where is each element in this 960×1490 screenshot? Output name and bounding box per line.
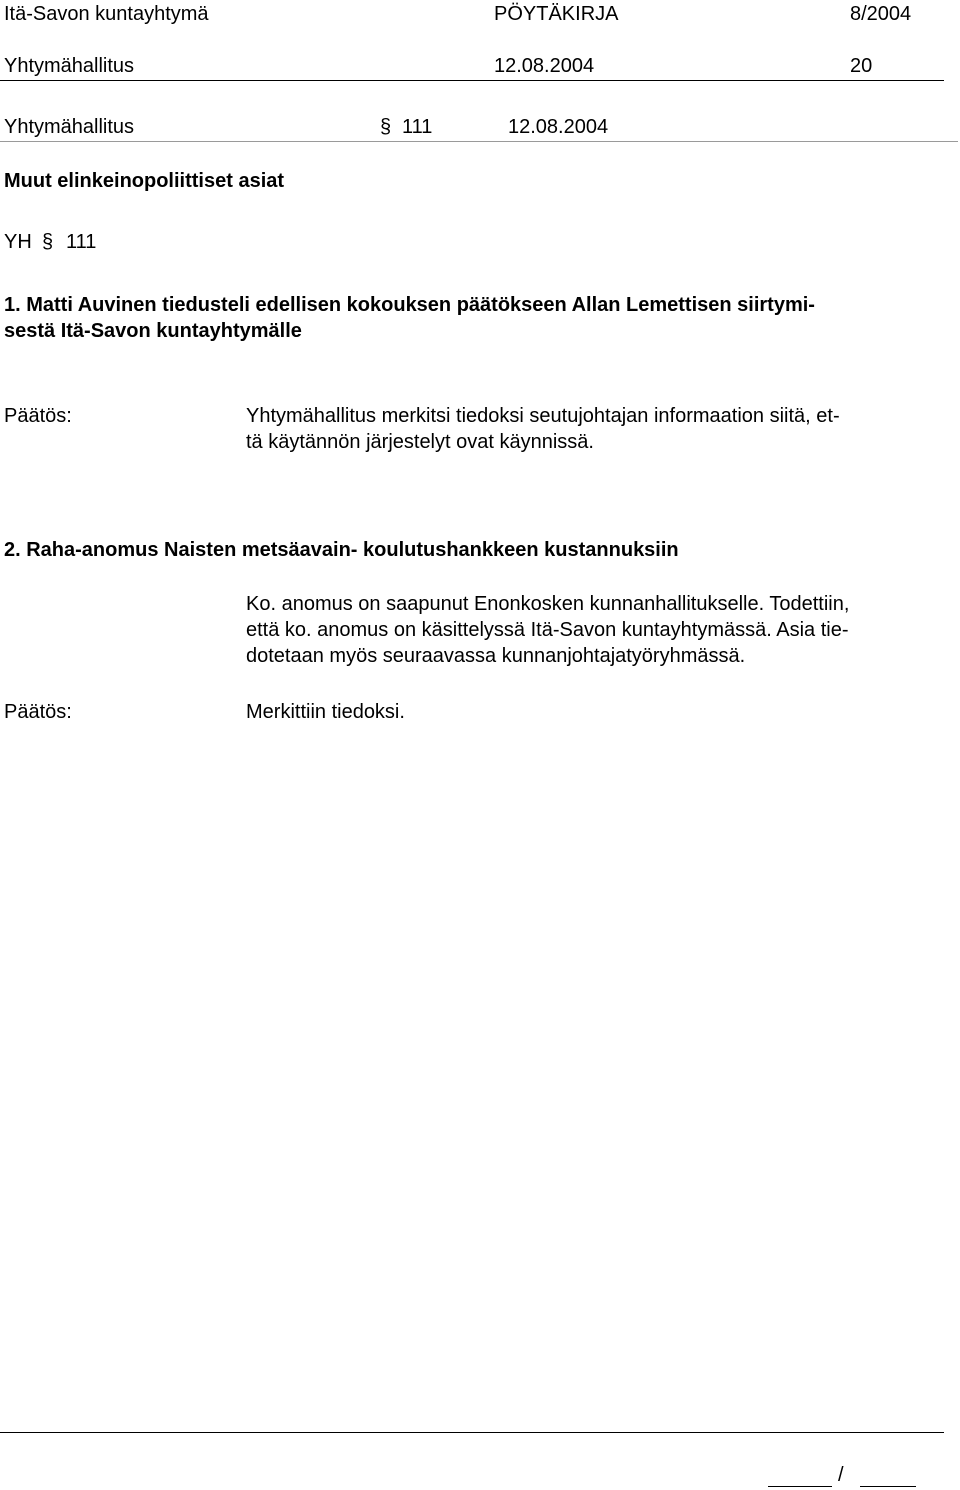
item-2-body-line-3: dotetaan myös seuraavassa kunnanjohtajatyöryhmässä. (246, 645, 746, 667)
header-date: 12.08.2004 (494, 55, 595, 77)
header-doc-type: PÖYTÄKIRJA (494, 3, 619, 25)
section-symbol: § (380, 116, 392, 138)
item-1-heading (4, 292, 815, 344)
header-body: Yhtymähallitus (4, 55, 135, 77)
signature-blank-right (860, 1486, 916, 1487)
section-date: 12.08.2004 (508, 116, 609, 138)
yh-section-symbol: § (42, 231, 54, 253)
header-doc-number: 8/2004 (850, 3, 912, 25)
section-number: 111 (402, 116, 433, 138)
footer-rule (0, 1432, 944, 1433)
item-2-body (246, 591, 849, 669)
footer-separator: / (838, 1464, 844, 1486)
yh-label: YH (4, 231, 32, 253)
page-title: Muut elinkeinopoliittiset asiat (4, 170, 285, 192)
item-1-decision-label: Päätös: (4, 405, 72, 427)
item-2-body-line-1: Ko. anomus on saapunut Enonkosken kunnanhallitukselle. Todettiin, (246, 593, 850, 615)
header-organization: Itä-Savon kuntayhtymä (4, 3, 209, 25)
item-1-decision-line-2: tä käytännön järjestelyt ovat käynnissä. (246, 431, 594, 453)
section-rule (0, 141, 958, 142)
section-body: Yhtymähallitus (4, 116, 135, 138)
item-2-decision: Merkittiin tiedoksi. (246, 701, 405, 723)
signature-blank-left (768, 1486, 832, 1487)
item-2-body-line-2: että ko. anomus on käsittelyssä Itä-Savon kuntayhtymässä. Asia tie- (246, 619, 849, 641)
item-1-decision-line-1: Yhtymähallitus merkitsi tiedoksi seutujohtajan informaation siitä, et- (246, 405, 840, 427)
header-page-number: 20 (850, 55, 873, 77)
item-1-heading-line-2: sestä Itä-Savon kuntayhtymälle (4, 320, 302, 342)
item-2-decision-label: Päätös: (4, 701, 72, 723)
item-2-heading: 2. Raha-anomus Naisten metsäavain- koulutushankkeen kustannuksiin (4, 539, 679, 561)
item-1-heading-line-1: 1. Matti Auvinen tiedusteli edellisen kokouksen päätökseen Allan Lemettisen siirtymi- (4, 294, 815, 316)
item-1-decision (246, 403, 840, 455)
yh-number: 111 (66, 231, 97, 253)
header-rule (0, 80, 944, 81)
